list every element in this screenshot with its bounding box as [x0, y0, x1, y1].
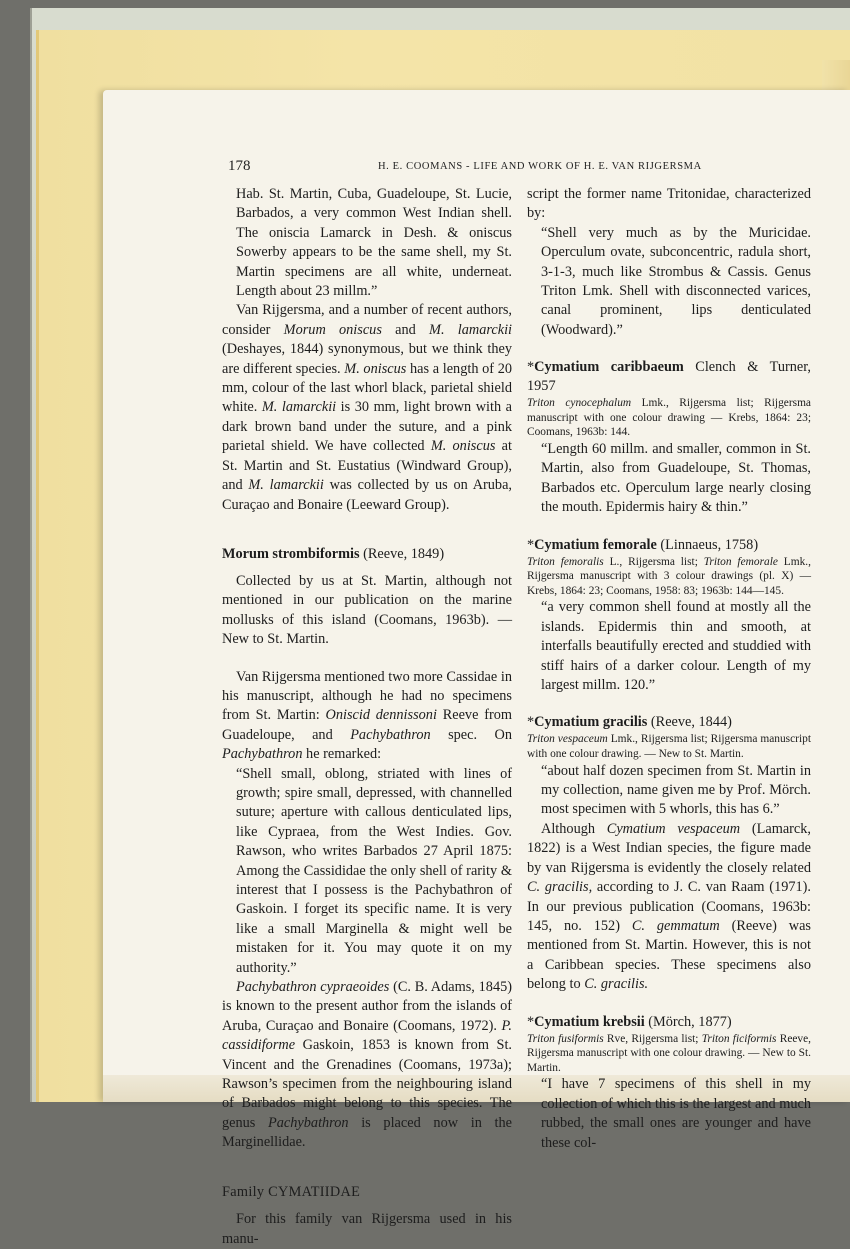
paragraph-pachybathron: Pachybathron cypraeoides (C. B. Adams, 1845) is known to the present author from the islands of Aruba, Curaçao and Bonaire (Coomans, 1972). P. cassidiforme Gaskoin, 1853 is known from St. Vincent and the Grenadines (Coomans, 1973a); Rawson’s specimen from the neighbouring island of Barbados might belong to this species. The genus Pachybathron is placed now in the Marginellidae. — [222, 979, 512, 1151]
quote-tritonidae: “Shell very much as by the Muricidae. Operculum ovate, subconcentric, radula short, 3-1-3, much like Strombus & Cassis. Genus Triton Lmk. Shell with disconnected varices, canal prominent, lips denticulated (Woodward).” — [541, 224, 811, 338]
right-column — [527, 185, 811, 1153]
family-heading: Family CYMATIIDAE — [222, 1183, 361, 1200]
paragraph-family-intro: For this family van Rijgersma used in his manu- — [222, 1211, 512, 1247]
synonymy-gracilis: Triton vespaceum Lmk., Rijgersma list; Rijgersma manuscript with one colour drawing. — New to St. Martin. — [527, 733, 811, 761]
species-heading-cymatium-caribbaeum: *Cymatium caribbaeum Clench & Turner, 1957 — [527, 359, 811, 395]
quote-krebsii: “I have 7 specimens of this shell in my collection of which this is the largest and much rubbed, the small ones are younger and have these col- — [541, 1076, 811, 1151]
running-head: H. E. COOMANS - LIFE AND WORK OF H. E. VAN RIJGERSMA — [378, 161, 702, 172]
habitat-quote: Hab. St. Martin, Cuba, Guadeloupe, St. Lucie, Barbados, a very common West Indian shell. The oniscia Lamarck in Desh. & oniscus Sowerby appears to be the same shell, my St. Martin specimens are all white, underneat. Length about 23 millm.” — [236, 186, 512, 300]
species-heading-cymatium-krebsii: *Cymatium krebsii (Mörch, 1877) — [527, 1013, 732, 1030]
quote-pachybathron: “Shell small, oblong, striated with lines of growth; spire small, depressed, with channelled suture; aperture with callous denticulated lips, like Cypraea, from the West Indies. Gov. Rawson, who writes Barbados 27 April 1875: Among the Cassididae the only shell of rarity & interest that I possess is the Pachybathron of Gaskoin. I forget its specific name. It is very like a small Marginella & might well be mistaken for it. You may quote it on my authority.” — [236, 765, 512, 976]
synonymy-krebsii: Triton fusiformis Rve, Rijgersma list; Triton ficiformis Reeve, Rijgersma manuscript with one colour drawing. — New to St. Martin. — [527, 1032, 812, 1074]
quote-gracilis: “about half dozen specimen from St. Martin in my collection, name given me by Prof. Mörch. most specimen with 5 whorls, this has 6.” — [541, 762, 811, 818]
quote-caribbaeum: “Length 60 millm. and smaller, common in St. Martin, also from Guadeloupe, St. Thomas, Barbados etc. Operculum large nearly closing the mouth. Epidermis hairy & thin.” — [541, 441, 811, 516]
page-header — [228, 158, 812, 178]
paragraph-synonymy-discussion: Van Rijgersma, and a number of recent authors, consider Morum oniscus and M. lamarckii (Deshayes, 1844) synonymous, but we think they are different species. M. oniscus has a length of 20 mm, colour of the last whorl black, parietal shield white. M. lamarckii is 30 mm, light brown with a dark brown band under the suture, and a pink parietal shield. We have collected M. oniscus at St. Martin and St. Eustatius (Windward Group), and M. lamarckii was collected by us on Aruba, Curaçao and Bonaire (Leeward Group). — [222, 302, 513, 513]
page-number: 178 — [228, 158, 251, 174]
synonymy-caribbaeum: Triton cynocephalum Lmk., Rijgersma list; Rijgersma manuscript with one colour drawing — Krebs, 1864: 23; Coomans, 1963b: 144. — [527, 397, 811, 439]
paragraph-collected: Collected by us at St. Martin, although not mentioned in our publication on the marine mollusks of this island (Coomans, 1963b). — New to St. Martin. — [222, 572, 512, 648]
quote-femorale: “a very common shell found at mostly all the islands. Epidermis thin and smooth, at interfalls beautifully erected and studdied with stiff hairs of a darker colour. Length of my largest millm. 120.” — [541, 599, 811, 694]
synonymy-femorale: Triton femoralis L., Rijgersma list; Triton femorale Lmk., Rijgersma manuscript with 3 colour drawings (pl. X) — Krebs, 1864: 23; Coomans, 1958: 83; 1963b: 144—145. — [527, 555, 811, 597]
species-heading-cymatium-gracilis: *Cymatium gracilis (Reeve, 1844) — [527, 714, 732, 731]
paragraph-gracilis: Although Cymatium vespaceum (Lamarck, 1822) is a West Indian species, the figure made by van Rijgersma is evidently the closely related C. gracilis, according to J. C. van Raam (1971). In our previous publication (Coomans, 1963b: 145, no. 152) C. gemmatum (Reeve) was mentioned from St. Martin. However, this is not a Caribbean species. These specimens also belong to C. gracilis. — [527, 820, 811, 993]
left-column — [222, 185, 512, 1249]
species-heading-morum-strombiformis: Morum strombiformis (Reeve, 1849) — [222, 545, 445, 562]
paragraph-cassidae: Van Rijgersma mentioned two more Cassidae in his manuscript, although he had no specimens from St. Martin: Oniscid dennissoni Reeve from Guadeloupe, and Pachybathron spec. On Pachybathron he remarked: — [222, 668, 512, 763]
paragraph-tritonidae: script the former name Tritonidae, characterized by: — [527, 186, 811, 222]
species-heading-cymatium-femorale: *Cymatium femorale (Linnaeus, 1758) — [527, 536, 759, 553]
